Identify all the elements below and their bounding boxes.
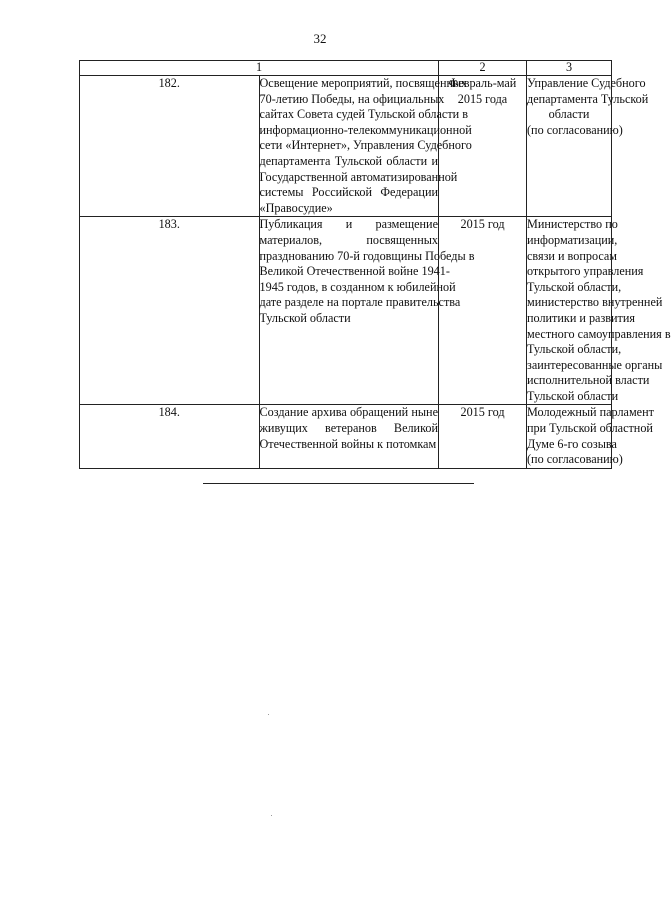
table-header-row [80,61,612,76]
row-number: 184. [80,405,260,468]
deadline-line: 2015 год [460,405,505,420]
description-line: информационно-телекоммуникационной [259,122,472,137]
description-line: празднованию 70-й годовщины Победы в [259,248,475,263]
measure-executor [527,76,649,217]
measure-description [259,76,472,217]
column-header-1: 1 [80,61,439,76]
description-line: дате разделе на портале правительства [259,295,461,310]
executor-line: заинтересованные органы [527,357,663,372]
description-line: Освещение мероприятий, посвященных [259,76,468,90]
description-line: материалов, посвященных [259,232,438,247]
page-number: 32 [313,31,327,46]
deadline-line: Февраль-май [448,76,517,90]
description-line: Создание архива обращений ныне [259,405,438,420]
description-line: департамента Тульской области и [259,153,438,168]
deadline-line: 2015 год [460,217,505,232]
row-number: 183. [80,217,260,405]
description-line: Тульской области [259,310,351,325]
description-line: сети «Интернет», Управления Судебного [259,138,472,153]
executor-line: Молодежный парламент [527,405,654,420]
executor-line: Министерство по [527,217,618,232]
description-line: Отечественной войны к потомкам [259,436,437,451]
description-line: 70-летию Победы, на официальных [259,91,445,106]
description-line: Государственной автоматизированной [259,169,458,184]
description-line: «Правосудие» [259,200,333,215]
executor-line: открытого управления [527,264,644,279]
deadline-line: 2015 года [457,91,508,106]
measure-executor [527,217,671,405]
description-line: живущих ветеранов Великой [259,421,438,436]
description-line: Публикация и размещение [259,217,438,232]
description-line: 1945 годов, в созданном к юбилейной [259,279,456,294]
measure-description [259,405,439,468]
measure-deadline [439,405,527,468]
measures-table [79,60,671,469]
measure-executor [527,405,654,468]
table-body [80,76,671,469]
scan-speck [271,815,272,816]
executor-line: департамента Тульской [527,91,649,106]
measure-description [259,217,475,405]
executor-line: (по согласованию) [527,122,623,137]
measure-deadline [439,217,527,405]
executor-line: политики и развития [527,310,636,325]
executor-line: (по согласованию) [527,452,623,467]
column-header-2: 2 [439,61,527,76]
executor-line: информатизации, [527,232,618,247]
description-line: Великой Отечественной войне 1941- [259,264,450,279]
executor-line: местного самоуправления в [527,326,671,341]
executor-line: Тульской области, [527,342,622,357]
column-header-3: 3 [527,61,612,76]
executor-line: Думе 6-го созыва [527,436,617,451]
description-line: сайтах Совета судей Тульской области в [259,107,468,122]
executor-line: связи и вопросам [527,248,618,263]
scan-speck [268,714,269,715]
separator-line [203,483,474,484]
executor-line: области [548,107,590,122]
table-row [80,76,612,217]
executor-line: Тульской области [527,388,619,403]
row-number: 182. [80,76,260,217]
table-row [80,405,612,468]
executor-line: министерство внутренней [527,295,663,310]
table-row [80,217,612,405]
executor-line: при Тульской областной [527,421,653,436]
executor-line: Тульской области, [527,279,622,294]
executor-line: Управление Судебного [527,76,646,90]
description-line: системы Российской Федерации [259,185,438,200]
executor-line: исполнительной власти [527,373,650,388]
